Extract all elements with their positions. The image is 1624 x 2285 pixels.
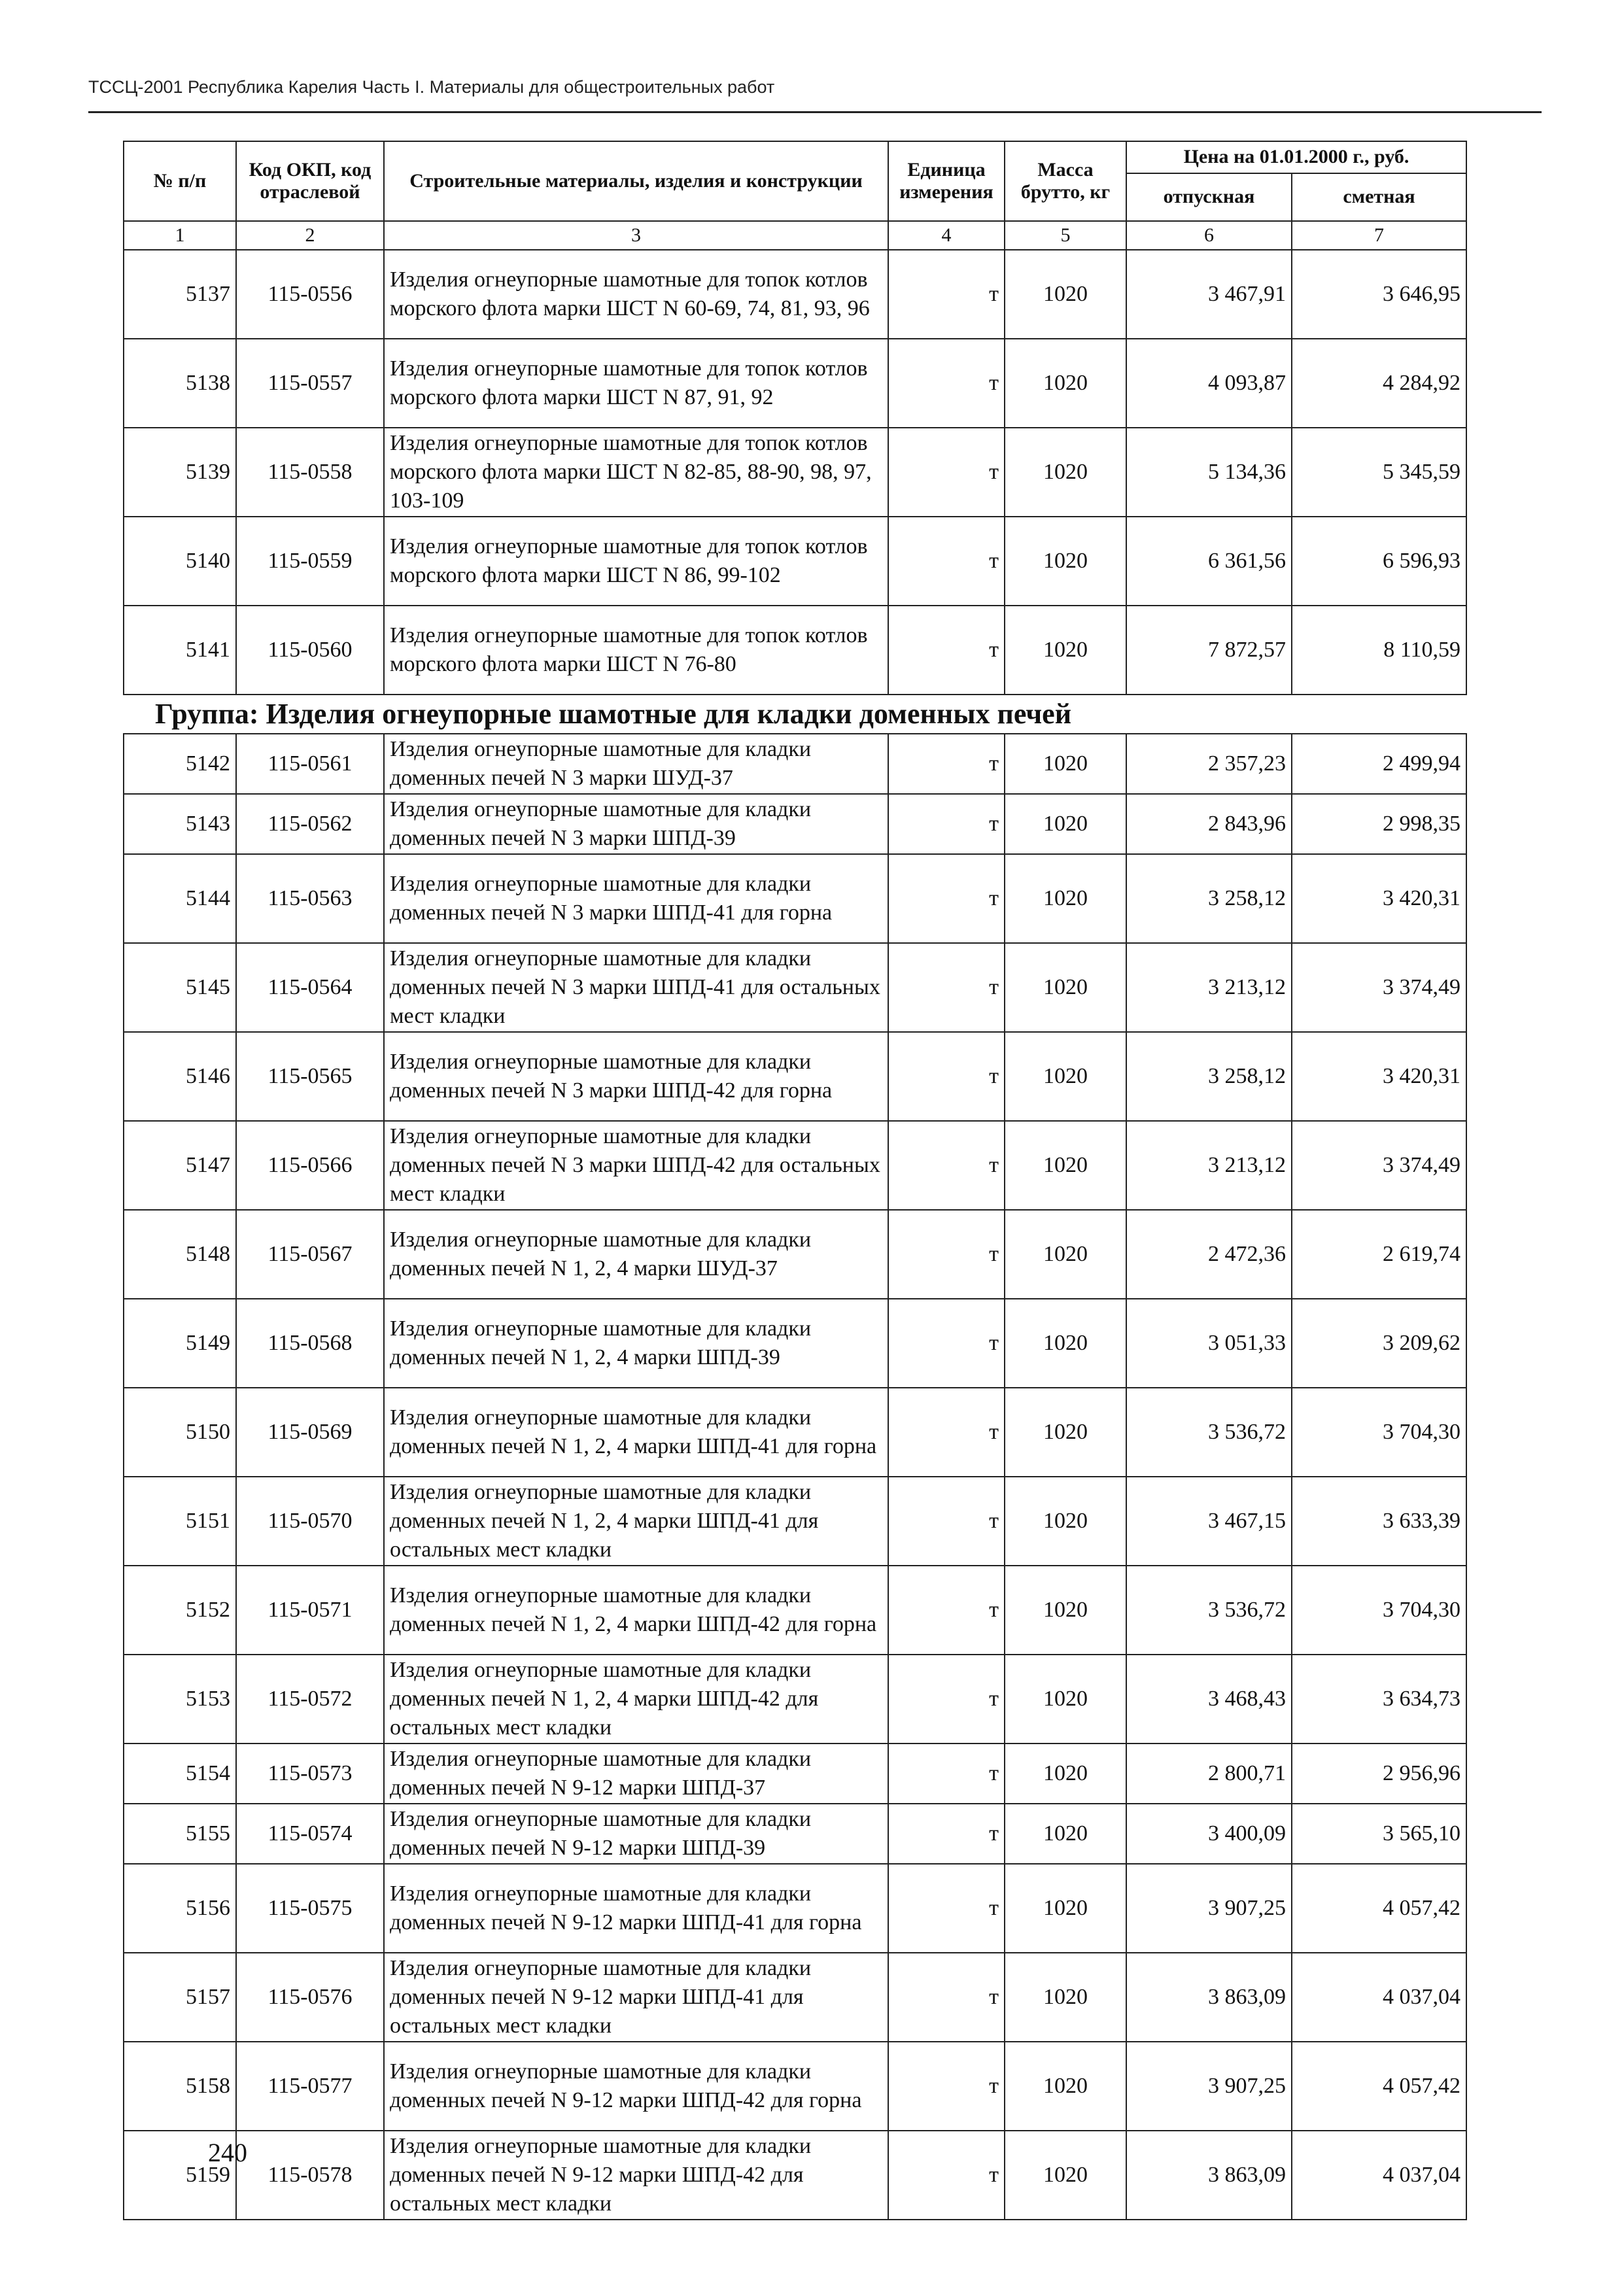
row-name: Изделия огнеупорные шамотные для кладки доменных печей N 9-12 марки ШПД-41 для горна	[384, 1864, 888, 1953]
table-row	[124, 1864, 1466, 1953]
table-body	[124, 221, 1466, 2220]
row-code: 115-0575	[236, 1864, 384, 1953]
row-number: 5153	[124, 1655, 236, 1744]
row-mass: 1020	[1005, 794, 1126, 854]
row-number: 5159	[124, 2131, 236, 2220]
row-price-estimate: 3 565,10	[1292, 1804, 1466, 1864]
row-number: 5140	[124, 517, 236, 606]
row-price-estimate: 3 704,30	[1292, 1566, 1466, 1655]
row-unit: т	[888, 1121, 1005, 1210]
row-price-release: 2 843,96	[1126, 794, 1292, 854]
row-price-release: 3 536,72	[1126, 1566, 1292, 1655]
row-price-estimate: 2 499,94	[1292, 734, 1466, 794]
row-name: Изделия огнеупорные шамотные для кладки доменных печей N 3 марки ШПД-39	[384, 794, 888, 854]
row-number: 5149	[124, 1299, 236, 1388]
row-price-release: 3 400,09	[1126, 1804, 1292, 1864]
row-code: 115-0570	[236, 1477, 384, 1566]
row-unit: т	[888, 1210, 1005, 1299]
row-unit: т	[888, 1477, 1005, 1566]
table-row	[124, 734, 1466, 794]
row-code: 115-0559	[236, 517, 384, 606]
row-mass: 1020	[1005, 1477, 1126, 1566]
row-number: 5138	[124, 339, 236, 428]
row-price-release: 3 907,25	[1126, 1864, 1292, 1953]
row-mass: 1020	[1005, 1566, 1126, 1655]
column-number: 4	[888, 221, 1005, 250]
row-mass: 1020	[1005, 250, 1126, 339]
row-unit: т	[888, 1953, 1005, 2042]
row-number: 5155	[124, 1804, 236, 1864]
row-name: Изделия огнеупорные шамотные для кладки доменных печей N 1, 2, 4 марки ШПД-42 для остальных мест кладки	[384, 1655, 888, 1744]
row-name: Изделия огнеупорные шамотные для кладки доменных печей N 9-12 марки ШПД-42 для горна	[384, 2042, 888, 2131]
table-row	[124, 1804, 1466, 1864]
row-number: 5152	[124, 1566, 236, 1655]
row-mass: 1020	[1005, 2042, 1126, 2131]
row-unit: т	[888, 1388, 1005, 1477]
header-code: Код ОКП, код отраслевой	[236, 141, 384, 221]
row-name: Изделия огнеупорные шамотные для кладки доменных печей N 1, 2, 4 марки ШПД-42 для горна	[384, 1566, 888, 1655]
row-mass: 1020	[1005, 339, 1126, 428]
row-code: 115-0564	[236, 943, 384, 1032]
row-code: 115-0578	[236, 2131, 384, 2220]
row-price-release: 3 213,12	[1126, 1121, 1292, 1210]
row-code: 115-0558	[236, 428, 384, 517]
row-number: 5154	[124, 1744, 236, 1804]
row-unit: т	[888, 1299, 1005, 1388]
row-unit: т	[888, 428, 1005, 517]
header-unit: Единица измерения	[888, 141, 1005, 221]
row-mass: 1020	[1005, 1032, 1126, 1121]
row-unit: т	[888, 339, 1005, 428]
row-price-estimate: 3 420,31	[1292, 854, 1466, 943]
row-name: Изделия огнеупорные шамотные для кладки доменных печей N 3 марки ШУД-37	[384, 734, 888, 794]
price-table	[123, 141, 1467, 2220]
row-unit: т	[888, 1566, 1005, 1655]
row-name: Изделия огнеупорные шамотные для топок котлов морского флота марки ШСТ N 76-80	[384, 606, 888, 695]
row-price-release: 3 258,12	[1126, 1032, 1292, 1121]
row-number: 5141	[124, 606, 236, 695]
table-row	[124, 1744, 1466, 1804]
row-unit: т	[888, 794, 1005, 854]
row-mass: 1020	[1005, 1210, 1126, 1299]
row-mass: 1020	[1005, 517, 1126, 606]
row-price-estimate: 3 646,95	[1292, 250, 1466, 339]
row-name: Изделия огнеупорные шамотные для кладки доменных печей N 3 марки ШПД-41 для горна	[384, 854, 888, 943]
row-code: 115-0556	[236, 250, 384, 339]
row-mass: 1020	[1005, 943, 1126, 1032]
row-unit: т	[888, 2131, 1005, 2220]
row-code: 115-0561	[236, 734, 384, 794]
row-unit: т	[888, 854, 1005, 943]
row-code: 115-0571	[236, 1566, 384, 1655]
row-mass: 1020	[1005, 606, 1126, 695]
table-row	[124, 339, 1466, 428]
row-price-release: 6 361,56	[1126, 517, 1292, 606]
header-price-group: Цена на 01.01.2000 г., руб.	[1126, 141, 1466, 173]
table-row	[124, 1210, 1466, 1299]
row-number: 5143	[124, 794, 236, 854]
row-code: 115-0573	[236, 1744, 384, 1804]
row-price-release: 3 536,72	[1126, 1388, 1292, 1477]
row-number: 5146	[124, 1032, 236, 1121]
row-name: Изделия огнеупорные шамотные для кладки доменных печей N 3 марки ШПД-42 для остальных мест кладки	[384, 1121, 888, 1210]
row-code: 115-0567	[236, 1210, 384, 1299]
row-price-release: 3 051,33	[1126, 1299, 1292, 1388]
row-price-estimate: 4 037,04	[1292, 1953, 1466, 2042]
row-mass: 1020	[1005, 1655, 1126, 1744]
row-name: Изделия огнеупорные шамотные для топок котлов морского флота марки ШСТ N 87, 91, 92	[384, 339, 888, 428]
row-price-estimate: 3 374,49	[1292, 1121, 1466, 1210]
header-rule	[88, 111, 1542, 113]
table-row	[124, 2131, 1466, 2220]
row-name: Изделия огнеупорные шамотные для кладки доменных печей N 9-12 марки ШПД-41 для остальных мест кладки	[384, 1953, 888, 2042]
row-number: 5142	[124, 734, 236, 794]
table-row	[124, 1121, 1466, 1210]
row-mass: 1020	[1005, 1299, 1126, 1388]
header-price-estimate: сметная	[1292, 173, 1466, 221]
table-row	[124, 250, 1466, 339]
row-mass: 1020	[1005, 428, 1126, 517]
row-price-release: 2 357,23	[1126, 734, 1292, 794]
group-row	[124, 695, 1466, 734]
table-row	[124, 854, 1466, 943]
row-name: Изделия огнеупорные шамотные для топок котлов морского флота марки ШСТ N 82-85, 88-90, 98, 97, 103-109	[384, 428, 888, 517]
row-price-release: 3 467,15	[1126, 1477, 1292, 1566]
row-number: 5151	[124, 1477, 236, 1566]
column-number-row	[124, 221, 1466, 250]
row-number: 5147	[124, 1121, 236, 1210]
row-price-estimate: 3 209,62	[1292, 1299, 1466, 1388]
row-price-estimate: 8 110,59	[1292, 606, 1466, 695]
row-price-release: 3 213,12	[1126, 943, 1292, 1032]
row-unit: т	[888, 2042, 1005, 2131]
row-price-estimate: 3 420,31	[1292, 1032, 1466, 1121]
row-unit: т	[888, 250, 1005, 339]
page-number: 240	[208, 2138, 247, 2167]
row-price-estimate: 2 619,74	[1292, 1210, 1466, 1299]
row-number: 5156	[124, 1864, 236, 1953]
row-code: 115-0562	[236, 794, 384, 854]
row-code: 115-0577	[236, 2042, 384, 2131]
header-num: № п/п	[124, 141, 236, 221]
row-price-estimate: 2 998,35	[1292, 794, 1466, 854]
row-number: 5137	[124, 250, 236, 339]
row-price-estimate: 2 956,96	[1292, 1744, 1466, 1804]
row-unit: т	[888, 1744, 1005, 1804]
row-number: 5148	[124, 1210, 236, 1299]
row-number: 5139	[124, 428, 236, 517]
group-title: Группа: Изделия огнеупорные шамотные для кладки доменных печей	[124, 695, 1466, 734]
row-unit: т	[888, 1655, 1005, 1744]
row-price-estimate: 4 057,42	[1292, 2042, 1466, 2131]
row-code: 115-0565	[236, 1032, 384, 1121]
row-unit: т	[888, 1032, 1005, 1121]
row-name: Изделия огнеупорные шамотные для кладки доменных печей N 9-12 марки ШПД-39	[384, 1804, 888, 1864]
header-mass: Масса брутто, кг	[1005, 141, 1126, 221]
table-row	[124, 1299, 1466, 1388]
row-name: Изделия огнеупорные шамотные для кладки доменных печей N 1, 2, 4 марки ШУД-37	[384, 1210, 888, 1299]
row-price-estimate: 5 345,59	[1292, 428, 1466, 517]
row-name: Изделия огнеупорные шамотные для кладки доменных печей N 3 марки ШПД-42 для горна	[384, 1032, 888, 1121]
column-number: 1	[124, 221, 236, 250]
row-code: 115-0568	[236, 1299, 384, 1388]
row-price-release: 3 863,09	[1126, 2131, 1292, 2220]
row-number: 5145	[124, 943, 236, 1032]
row-price-estimate: 6 596,93	[1292, 517, 1466, 606]
row-number: 5157	[124, 1953, 236, 2042]
row-number: 5144	[124, 854, 236, 943]
row-name: Изделия огнеупорные шамотные для кладки доменных печей N 3 марки ШПД-41 для остальных мест кладки	[384, 943, 888, 1032]
table-row	[124, 1655, 1466, 1744]
row-unit: т	[888, 606, 1005, 695]
row-name: Изделия огнеупорные шамотные для топок котлов морского флота марки ШСТ N 86, 99-102	[384, 517, 888, 606]
row-code: 115-0557	[236, 339, 384, 428]
column-number: 2	[236, 221, 384, 250]
row-number: 5158	[124, 2042, 236, 2131]
row-price-release: 3 863,09	[1126, 1953, 1292, 2042]
row-mass: 1020	[1005, 1953, 1126, 2042]
row-mass: 1020	[1005, 2131, 1126, 2220]
row-price-release: 2 800,71	[1126, 1744, 1292, 1804]
row-price-release: 3 467,91	[1126, 250, 1292, 339]
row-price-estimate: 3 634,73	[1292, 1655, 1466, 1744]
row-price-release: 3 468,43	[1126, 1655, 1292, 1744]
table-row	[124, 1032, 1466, 1121]
row-unit: т	[888, 517, 1005, 606]
row-price-release: 3 907,25	[1126, 2042, 1292, 2131]
column-number: 5	[1005, 221, 1126, 250]
row-unit: т	[888, 943, 1005, 1032]
running-header: ТССЦ-2001 Республика Карелия Часть I. Материалы для общестроительных работ	[88, 77, 775, 97]
row-unit: т	[888, 1804, 1005, 1864]
table-row	[124, 606, 1466, 695]
column-number: 6	[1126, 221, 1292, 250]
row-mass: 1020	[1005, 1804, 1126, 1864]
row-code: 115-0569	[236, 1388, 384, 1477]
header-price-release: отпускная	[1126, 173, 1292, 221]
row-mass: 1020	[1005, 1388, 1126, 1477]
row-price-estimate: 4 057,42	[1292, 1864, 1466, 1953]
row-code: 115-0560	[236, 606, 384, 695]
row-price-estimate: 4 037,04	[1292, 2131, 1466, 2220]
row-mass: 1020	[1005, 734, 1126, 794]
table-row	[124, 428, 1466, 517]
row-mass: 1020	[1005, 854, 1126, 943]
row-name: Изделия огнеупорные шамотные для кладки доменных печей N 1, 2, 4 марки ШПД-41 для горна	[384, 1388, 888, 1477]
row-code: 115-0576	[236, 1953, 384, 2042]
table-row	[124, 1477, 1466, 1566]
row-mass: 1020	[1005, 1864, 1126, 1953]
row-name: Изделия огнеупорные шамотные для кладки доменных печей N 9-12 марки ШПД-42 для остальных мест кладки	[384, 2131, 888, 2220]
row-mass: 1020	[1005, 1121, 1126, 1210]
table-row	[124, 2042, 1466, 2131]
row-price-estimate: 4 284,92	[1292, 339, 1466, 428]
row-number: 5150	[124, 1388, 236, 1477]
row-code: 115-0566	[236, 1121, 384, 1210]
table-row	[124, 517, 1466, 606]
row-code: 115-0572	[236, 1655, 384, 1744]
table-row	[124, 794, 1466, 854]
table-row	[124, 1953, 1466, 2042]
table-header-row	[124, 141, 1466, 173]
table-row	[124, 1388, 1466, 1477]
table-row	[124, 943, 1466, 1032]
row-price-estimate: 3 374,49	[1292, 943, 1466, 1032]
row-unit: т	[888, 1864, 1005, 1953]
row-unit: т	[888, 734, 1005, 794]
row-price-release: 7 872,57	[1126, 606, 1292, 695]
column-number: 3	[384, 221, 888, 250]
row-price-release: 2 472,36	[1126, 1210, 1292, 1299]
header-name: Строительные материалы, изделия и конструкции	[384, 141, 888, 221]
row-price-release: 3 258,12	[1126, 854, 1292, 943]
table-row	[124, 1566, 1466, 1655]
row-name: Изделия огнеупорные шамотные для кладки доменных печей N 9-12 марки ШПД-37	[384, 1744, 888, 1804]
row-name: Изделия огнеупорные шамотные для топок котлов морского флота марки ШСТ N 60-69, 74, 81, 93, 96	[384, 250, 888, 339]
row-mass: 1020	[1005, 1744, 1126, 1804]
row-code: 115-0563	[236, 854, 384, 943]
row-price-estimate: 3 633,39	[1292, 1477, 1466, 1566]
row-name: Изделия огнеупорные шамотные для кладки доменных печей N 1, 2, 4 марки ШПД-41 для остальных мест кладки	[384, 1477, 888, 1566]
row-code: 115-0574	[236, 1804, 384, 1864]
row-name: Изделия огнеупорные шамотные для кладки доменных печей N 1, 2, 4 марки ШПД-39	[384, 1299, 888, 1388]
column-number: 7	[1292, 221, 1466, 250]
row-price-release: 4 093,87	[1126, 339, 1292, 428]
row-price-estimate: 3 704,30	[1292, 1388, 1466, 1477]
row-price-release: 5 134,36	[1126, 428, 1292, 517]
